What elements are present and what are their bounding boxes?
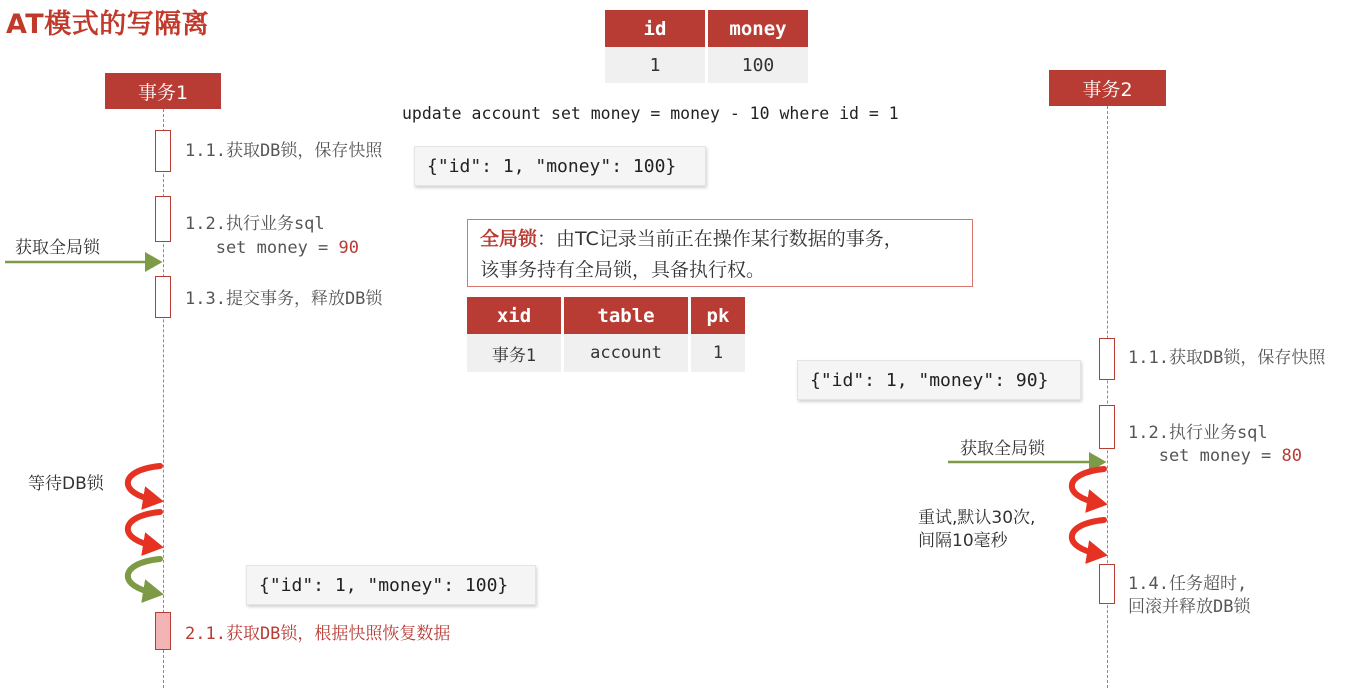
tx2-step-1-1: 1.1.获取DB锁，保存快照 [1128, 348, 1326, 368]
lock-cell-pk: 1 [691, 334, 745, 372]
tx1-wait-curve-1 [128, 466, 160, 500]
tx1-wait-db-lock-label: 等待DB锁 [28, 474, 104, 494]
tx2-step-1-4-line-1: 1.4.任务超时, [1128, 574, 1248, 594]
tx1-header: 事务1 [105, 73, 221, 109]
account-col-id: id [605, 10, 705, 47]
tx2-step-1-2: 1.2.执行业务sql [1128, 423, 1268, 443]
tx1-sql-value: 90 [338, 238, 360, 258]
tx2-get-global-lock-label: 获取全局锁 [960, 439, 1045, 459]
tx2-retry-line-2: 间隔10毫秒 [918, 531, 1008, 551]
tx1-get-global-lock-label: 获取全局锁 [15, 238, 100, 258]
lock-col-xid: xid [467, 297, 561, 334]
tx1-snapshot-1: {"id": 1, "money": 100} [414, 146, 706, 186]
tx2-step-1-4-line-2: 回滚并释放DB锁 [1128, 597, 1251, 617]
tx1-wait-curve-2 [128, 512, 160, 546]
global-lock-text-1: ：由TC记录当前正在操作某行数据的事务， [537, 228, 903, 250]
tx2-header: 事务2 [1049, 70, 1166, 106]
tx1-step-1-2: 1.2.执行业务sql [185, 214, 325, 234]
tx2-snapshot: {"id": 1, "money": 90} [797, 360, 1081, 400]
tx2-sql-prefix: set money = [1128, 446, 1282, 466]
tx2-retry-curve-1 [1072, 469, 1104, 503]
tx2-sql-value: 80 [1281, 446, 1303, 466]
page-title: AT模式的写隔离 [6, 9, 210, 40]
tx1-step-1-1: 1.1.获取DB锁，保存快照 [185, 141, 383, 161]
lock-cell-table: account [564, 334, 688, 372]
account-col-money: money [708, 10, 808, 47]
tx2-retry-curve-2 [1072, 520, 1104, 554]
tx1-step-2-1: 2.1.获取DB锁，根据快照恢复数据 [185, 624, 451, 644]
tx1-snapshot-2: {"id": 1, "money": 100} [246, 565, 536, 605]
global-lock-text-2: 该事务持有全局锁，具备执行权。 [480, 259, 766, 281]
lock-cell-xid: 事务1 [467, 334, 561, 372]
tx1-sql-prefix: set money = [185, 238, 339, 258]
tx2-retry-line-1: 重试,默认30次, [918, 508, 1036, 528]
tx1-step-1-3: 1.3.提交事务，释放DB锁 [185, 289, 383, 309]
account-cell-money: 100 [708, 47, 808, 83]
tx1-wait-curve-3 [128, 559, 160, 593]
lock-col-table: table [564, 297, 688, 334]
account-cell-id: 1 [605, 47, 705, 83]
lock-col-pk: pk [691, 297, 745, 334]
sql-statement: update account set money = money - 10 where id = 1 [402, 104, 899, 123]
global-lock-keyword: 全局锁 [480, 228, 538, 250]
